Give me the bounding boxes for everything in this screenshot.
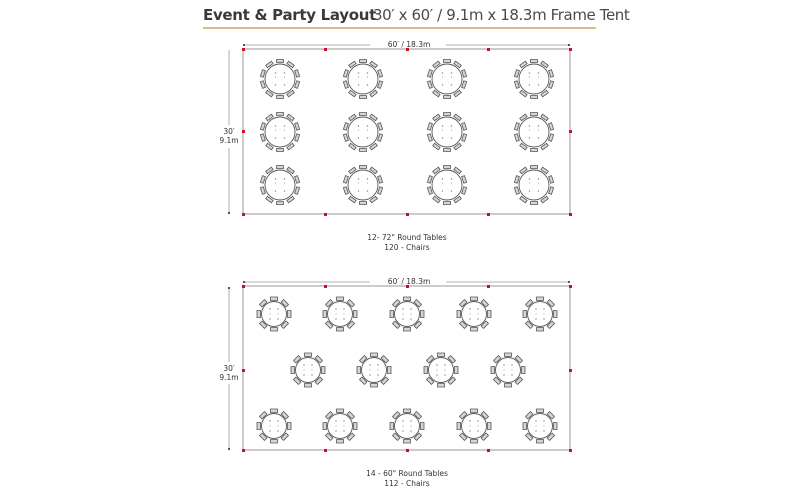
caption-top (307, 233, 507, 253)
height-label-ft: 30′ (223, 364, 235, 373)
height-label-bottom (214, 364, 244, 382)
caption-tables: 12- 72" Round Tables (367, 233, 447, 242)
caption-bottom (307, 469, 507, 489)
caption-chairs: 120 - Chairs (384, 243, 430, 252)
page-subtitle: 30′ x 60′ / 9.1m x 18.3m Frame Tent (373, 6, 630, 24)
page-title: Event & Party Layout (203, 6, 377, 24)
width-label-top: 60′ / 18.3m (387, 40, 431, 49)
height-label-ft: 30′ (223, 127, 235, 136)
caption-tables: 14 - 60" Round Tables (366, 469, 448, 478)
caption-chairs: 112 - Chairs (384, 479, 430, 488)
height-label-m: 9.1m (219, 373, 239, 382)
height-label-top (214, 127, 244, 145)
width-label-bottom: 60′ / 18.3m (387, 277, 431, 286)
height-label-m: 9.1m (219, 136, 239, 145)
tables-72in (260, 60, 553, 205)
layout-60in-round (228, 281, 572, 452)
tables-60in (257, 297, 557, 443)
layout-72in-round (228, 44, 572, 216)
